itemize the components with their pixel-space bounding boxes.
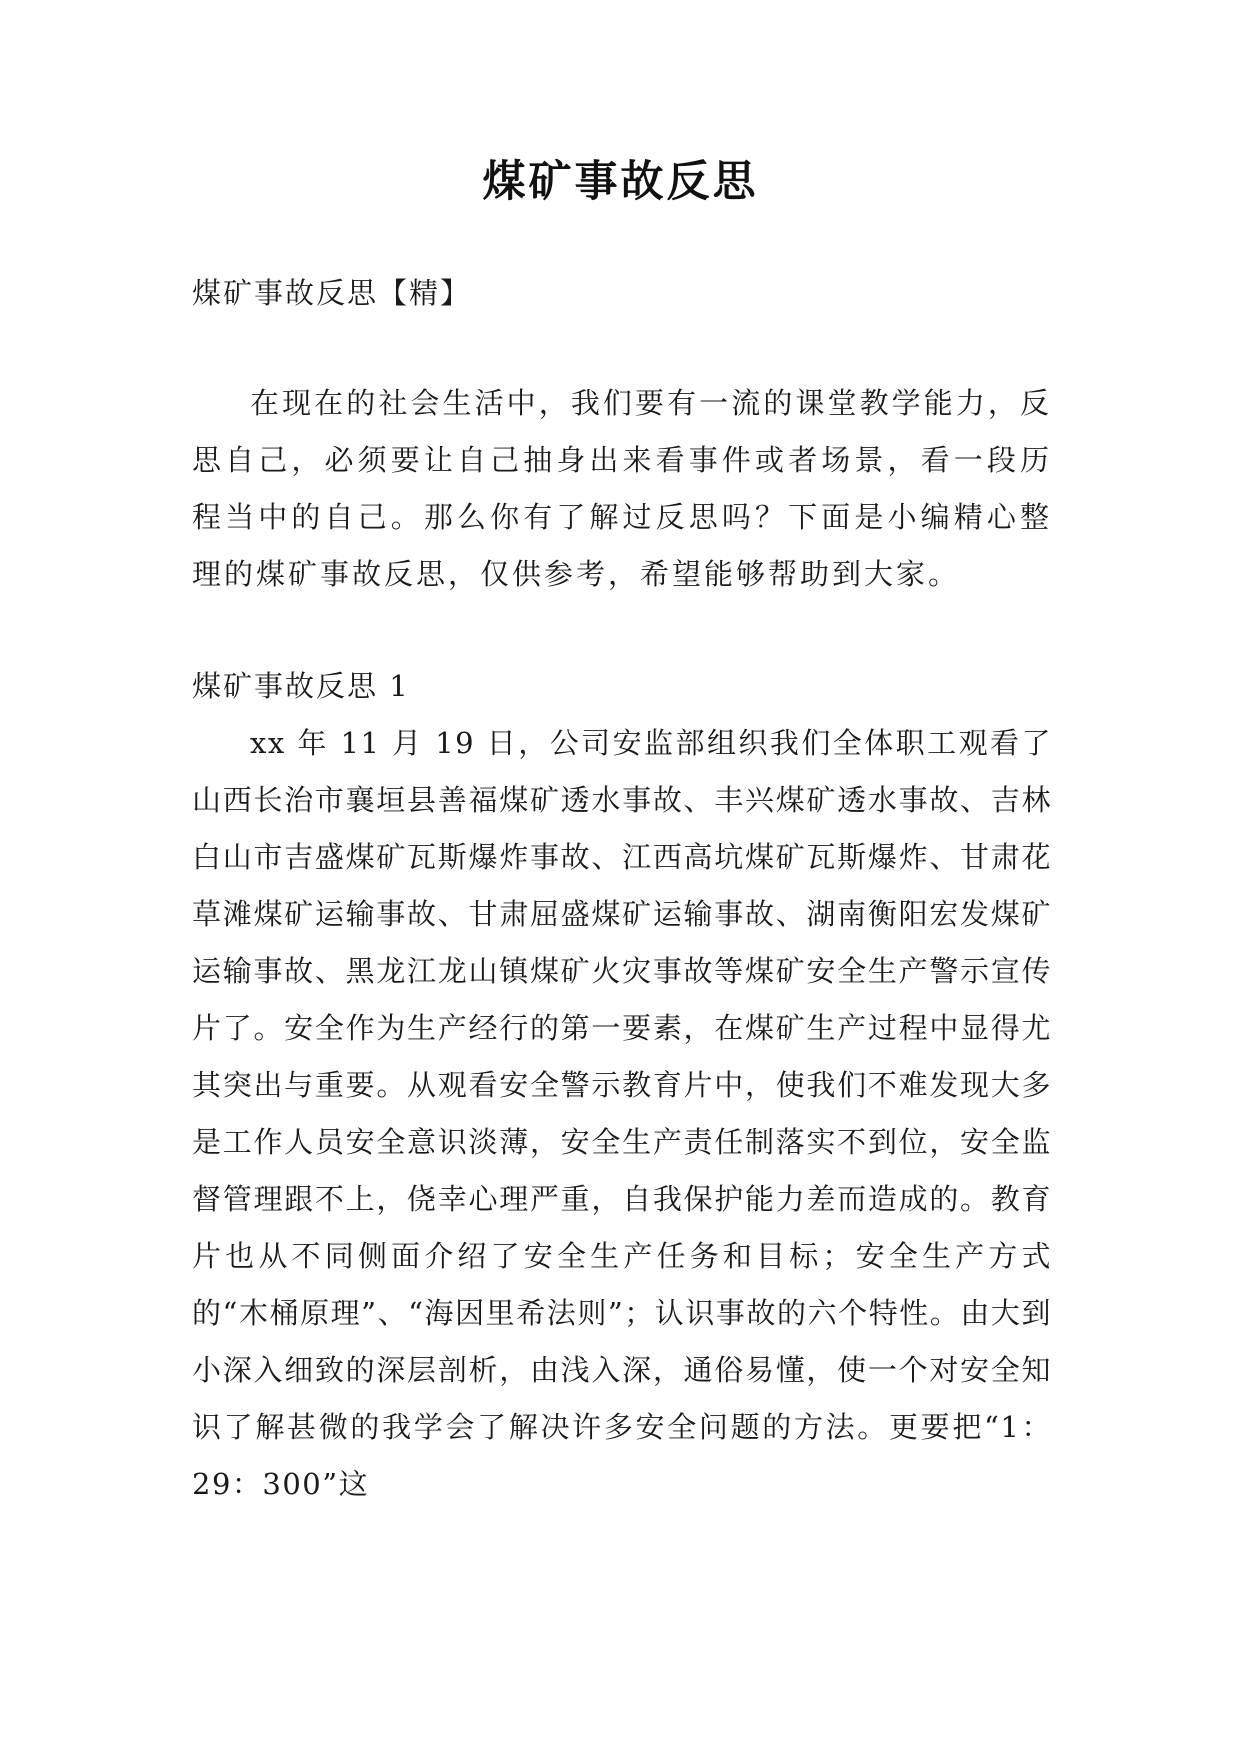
document-content bbox=[192, 265, 1052, 1513]
document-subtitle: 煤矿事故反思【精】 bbox=[192, 276, 472, 310]
section-heading: 煤矿事故反思 1 bbox=[192, 669, 410, 703]
document-title: 煤矿事故反思 bbox=[482, 157, 759, 207]
intro-paragraph: 在现在的社会生活中，我们要有一流的课堂教学能力，反思自己，必须要让自己抽身出来看事件或者场景，看一段历程当中的自己。那么你有了解过反思吗？下面是小编精心整理的煤矿事故反思，仅供参考，希望能够帮助到大家。 bbox=[192, 386, 1052, 591]
section-body: xx 年 11 月 19 日，公司安监部组织我们全体职工观看了山西长治市襄垣县善福煤矿透水事故、丰兴煤矿透水事故、吉林白山市吉盛煤矿瓦斯爆炸事故、江西高坑煤矿瓦斯爆炸、甘肃花草滩煤矿运输事故、甘肃屈盛煤矿运输事故、湖南衡阳宏发煤矿运输事故、黑龙江龙山镇煤矿火灾事故等煤矿安全生产警示宣传片了。安全作为生产经行的第一要素，在煤矿生产过程中显得尤其突出与重要。从观看安全警示教育片中，使我们不难发现大多是工作人员安全意识淡薄，安全生产责任制落实不到位，安全监督管理跟不上，侥幸心理严重，自我保护能力差而造成的。教育片也从不同侧面介绍了安全生产任务和目标；安全生产方式的“木桶原理”、“海因里希法则”；认识事故的六个特性。由大到小深入细致的深层剖析，由浅入深，通俗易懂，使一个对安全知识了解甚微的我学会了解决许多安全问题的方法。更要把“1：29：300”这 bbox=[192, 726, 1052, 1501]
